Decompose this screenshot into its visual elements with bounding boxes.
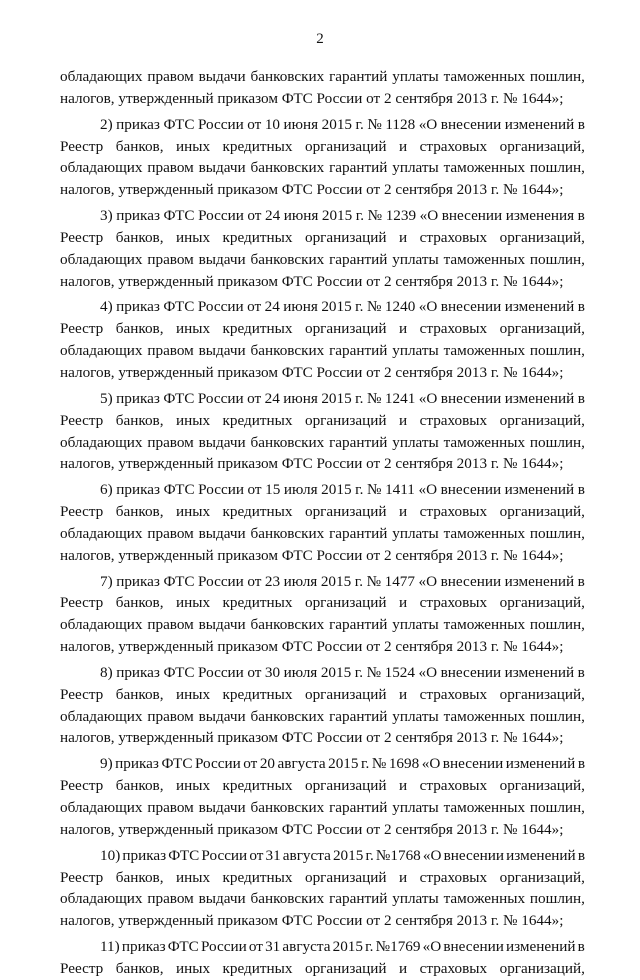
text-line: Реестр банков, иных кредитных организаций и страховых организаций, <box>60 868 585 886</box>
text-line: налогов, утвержденный приказом ФТС России от 2 сентября 2013 г. № 1644»; <box>60 272 564 290</box>
text-line: налогов, утвержденный приказом ФТС России от 2 сентября 2013 г. № 1644»; <box>60 546 564 564</box>
text-line: обладающих правом выдачи банковских гарантий уплаты таможенных пошлин, <box>60 799 585 816</box>
text-line: налогов, утвержденный приказом ФТС России от 2 сентября 2013 г. № 1644»; <box>60 89 564 107</box>
text-line: 5) приказ ФТС России от 24 июня 2015 г. № 1241 «О внесении изменений в <box>100 389 585 407</box>
document-body <box>60 66 585 980</box>
text-line: налогов, утвержденный приказом ФТС России от 2 сентября 2013 г. № 1644»; <box>60 638 564 656</box>
text-line: Реестр банков, иных кредитных организаций и страховых организаций, <box>60 594 585 612</box>
text-line: обладающих правом выдачи банковских гарантий уплаты таможенных пошлин, <box>60 342 585 360</box>
text-line: Реестр банков, иных кредитных организаций и страховых организаций, <box>60 228 585 246</box>
text-line: обладающих правом выдачи банковских гарантий уплаты таможенных пошлин, <box>60 890 585 908</box>
text-line: 6) приказ ФТС России от 15 июля 2015 г. № 1411 «О внесении изменений в <box>100 481 585 499</box>
text-line: Реестр банков, иных кредитных организаций и страховых организаций, <box>60 411 585 429</box>
text-line: налогов, утвержденный приказом ФТС России от 2 сентября 2013 г. № 1644»; <box>60 912 564 930</box>
text-line: Реестр банков, иных кредитных организаций и страховых организаций, <box>60 320 585 338</box>
text-line: налогов, утвержденный приказом ФТС России от 2 сентября 2013 г. № 1644»; <box>60 729 564 747</box>
text-line: Реестр банков, иных кредитных организаций и страховых организаций, <box>60 503 585 521</box>
text-line: обладающих правом выдачи банковских гарантий уплаты таможенных пошлин, <box>60 616 585 634</box>
text-line: 8) приказ ФТС России от 30 июля 2015 г. № 1524 «О внесении изменений в <box>100 663 585 681</box>
text-line: налогов, утвержденный приказом ФТС России от 2 сентября 2013 г. № 1644»; <box>60 455 564 473</box>
text-line: 4) приказ ФТС России от 24 июня 2015 г. № 1240 «О внесении изменений в <box>100 298 585 316</box>
text-line: Реестр банков, иных кредитных организаций и страховых организаций, <box>60 685 585 703</box>
text-line: обладающих правом выдачи банковских гарантий уплаты таможенных пошлин, <box>60 524 585 542</box>
text-line: 2) приказ ФТС России от 10 июня 2015 г. № 1128 «О внесении изменений в <box>100 115 585 133</box>
text-line: Реестр банков, иных кредитных организаций и страховых организаций, <box>60 777 585 795</box>
text-line: налогов, утвержденный приказом ФТС России от 2 сентября 2013 г. № 1644»; <box>60 181 564 199</box>
text-line: Реестр банков, иных кредитных организаций и страховых организаций, <box>60 959 585 977</box>
text-line: налогов, утвержденный приказом ФТС России от 2 сентября 2013 г. № 1644»; <box>60 363 564 381</box>
text-line: 11) приказ ФТС России от 31 августа 2015 г. №1769 «О внесении изменений в <box>100 938 585 956</box>
text-line: обладающих правом выдачи банковских гарантий уплаты таможенных пошлин, <box>60 433 585 451</box>
text-line: Реестр банков, иных кредитных организаций и страховых организаций, <box>60 137 585 155</box>
text-line: обладающих правом выдачи банковских гарантий уплаты таможенных пошлин, <box>60 250 585 268</box>
text-line: 3) приказ ФТС России от 24 июня 2015 г. № 1239 «О внесении изменения в <box>100 207 585 225</box>
text-line: 7) приказ ФТС России от 23 июля 2015 г. № 1477 «О внесении изменений в <box>100 572 585 590</box>
text-line: налогов, утвержденный приказом ФТС России от 2 сентября 2013 г. № 1644»; <box>60 820 564 838</box>
text-line: 9) приказ ФТС России от 20 августа 2015 г. № 1698 «О внесении изменений в <box>100 755 585 773</box>
page-number: 2 <box>316 31 324 47</box>
text-line: обладающих правом выдачи банковских гарантий уплаты таможенных пошлин, <box>60 707 585 725</box>
text-line: обладающих правом выдачи банковских гарантий уплаты таможенных пошлин, <box>60 159 585 177</box>
text-line: обладающих правом выдачи банковских гарантий уплаты таможенных пошлин, <box>60 68 585 85</box>
text-line: 10) приказ ФТС России от 31 августа 2015 г. №1768 «О внесении изменений в <box>100 846 585 864</box>
